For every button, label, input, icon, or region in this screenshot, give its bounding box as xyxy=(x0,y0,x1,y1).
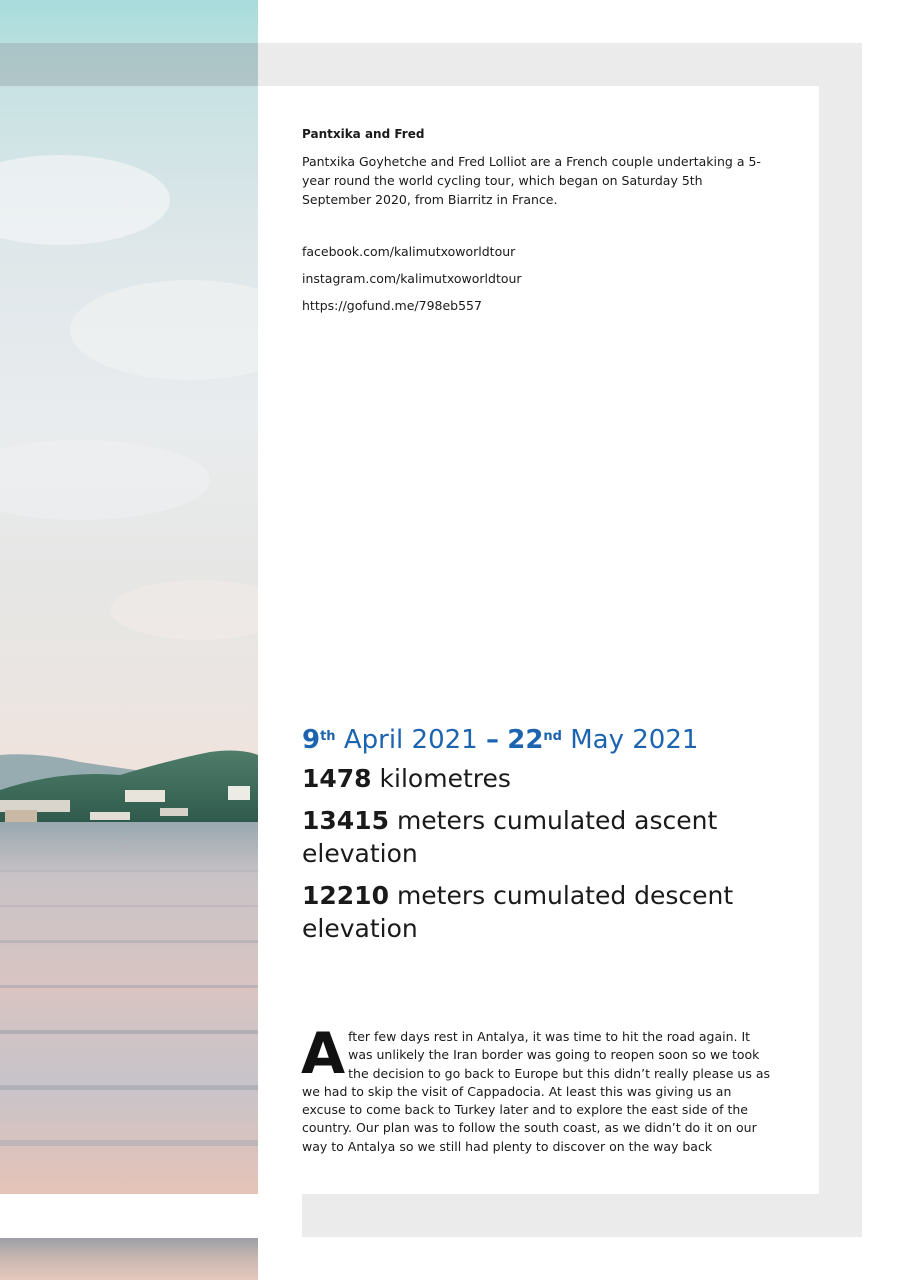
coastal-scene-illustration xyxy=(0,0,258,1194)
ascent-value: 13415 xyxy=(302,806,389,835)
trip-dates xyxy=(302,722,802,758)
end-day-suffix: nd xyxy=(543,729,562,744)
ascent-label: meters cumulated ascent elevation xyxy=(302,806,718,868)
start-day: 9 xyxy=(302,725,321,755)
story-text: fter few days rest in Antalya, it was time to hit the road again. It was unlikely the Iran border was going to reopen soon so we took the decision to go back to Europe but this didn’t really please us as we had to skip the visit of Cappadocia. At least this was giving us an excuse to come back to Turkey later and to explore the east side of the country. Our plan was to follow the south coast, as we didn’t do it on our way to Antalya so we still had plenty to discover on the way back xyxy=(302,1029,770,1154)
frame-top-bar xyxy=(258,43,862,86)
social-links xyxy=(302,243,772,324)
distance-label: kilometres xyxy=(379,764,511,793)
frame-right-bar xyxy=(819,86,862,1194)
drop-cap: A xyxy=(301,1021,346,1087)
start-month-year: April 2021 xyxy=(343,725,478,755)
coastal-photo xyxy=(0,0,258,1194)
profile-description: Pantxika Goyhetche and Fred Lolliot are a French couple undertaking a 5-year round the world cycling tour, which began on Saturday 5th September 2020, from Biarritz in France. xyxy=(302,154,761,207)
descent-label: meters cumulated descent elevation xyxy=(302,881,734,943)
story-section xyxy=(301,1021,772,1156)
descent-stat xyxy=(302,879,802,945)
profile-title: Pantxika and Fred xyxy=(302,127,425,141)
descent-value: 12210 xyxy=(302,881,389,910)
coastal-photo-bottom xyxy=(0,1238,258,1280)
facebook-link[interactable]: facebook.com/kalimutxoworldtour xyxy=(302,244,516,259)
gofundme-link[interactable]: https://gofund.me/798eb557 xyxy=(302,298,482,313)
photo-overlay-band xyxy=(0,43,258,86)
distance-stat xyxy=(302,762,802,795)
profile-section xyxy=(302,126,772,209)
ascent-stat xyxy=(302,804,802,870)
end-day: 22 xyxy=(507,725,544,755)
distance-value: 1478 xyxy=(302,764,372,793)
end-month-year: May 2021 xyxy=(570,725,699,755)
date-separator: – xyxy=(485,725,499,755)
frame-bottom-bar xyxy=(302,1194,862,1237)
trip-stats xyxy=(302,722,802,954)
instagram-link[interactable]: instagram.com/kalimutxoworldtour xyxy=(302,271,522,286)
start-day-suffix: th xyxy=(320,729,336,744)
